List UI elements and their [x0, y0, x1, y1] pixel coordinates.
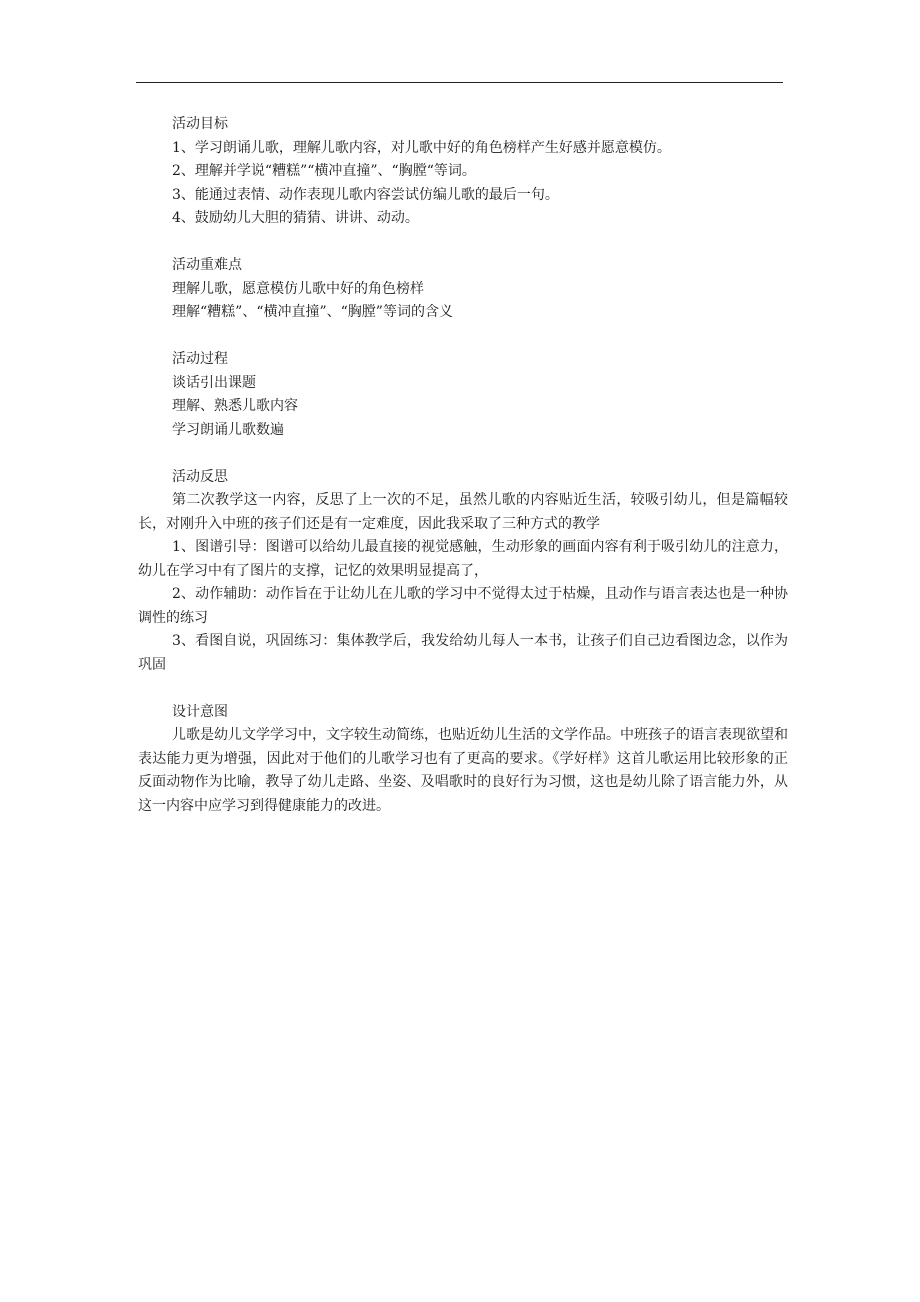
section-heading: 活动反思 — [172, 468, 228, 485]
document-body — [138, 113, 788, 842]
list-item: 谈话引出课题 — [172, 374, 256, 391]
section-heading: 活动目标 — [172, 116, 228, 132]
paragraph: 儿歌是幼儿文学学习中，文字较生动简练，也贴近幼儿生活的文学作品。中班孩子的语言表现欲望和表达能力更为增强，因此对于他们的儿歌学习也有了更高的要求。《学好样》这首儿歌运用比较形象的正反面动物作为比喻，教导了幼儿走路、坐姿、及唱歌时的良好行为习惯，这也是幼儿除了语言能力外，从这一内容中应学习到得健康能力的改进。 — [138, 727, 788, 814]
paragraph: 2、动作辅助：动作旨在于让幼儿在儿歌的学习中不觉得太过于枯燥，且动作与语言表达也是一种协调性的练习 — [138, 586, 788, 626]
paragraph: 1、图谱引导：图谱可以给幼儿最直接的视觉感触，生动形象的画面内容有利于吸引幼儿的注意力，幼儿在学习中有了图片的支撑，记忆的效果明显提高了， — [138, 539, 788, 579]
section-key-points — [138, 254, 788, 325]
list-item: 学习朗诵儿歌数遍 — [172, 421, 284, 438]
list-item: 1、学习朗诵儿歌，理解儿歌内容，对儿歌中好的角色榜样产生好感并愿意模仿。 — [172, 139, 671, 156]
paragraph: 第二次教学这一内容，反思了上一次的不足，虽然儿歌的内容贴近生活，较吸引幼儿，但是篇幅较长，对刚升入中班的孩子们还是有一定难度，因此我采取了三种方式的教学 — [138, 492, 788, 532]
list-item: 理解、熟悉儿歌内容 — [172, 398, 298, 414]
list-item: 理解儿歌，愿意模仿儿歌中好的角色榜样 — [172, 280, 424, 297]
list-item: 理解“糟糕”、“横冲直撞”、“胸膛”等词的含义 — [172, 304, 453, 320]
list-item: 4、鼓励幼儿大胆的猜猜、讲讲、动动。 — [172, 210, 419, 226]
list-item: 2、理解并学说“糟糕”“横冲直撞”、“胸膛“等词。 — [172, 163, 476, 179]
section-heading: 设计意图 — [172, 703, 228, 720]
section-heading: 活动过程 — [172, 351, 228, 367]
section-activity-process — [138, 348, 788, 442]
paragraph: 3、看图自说，巩固练习：集体教学后，我发给幼儿每人一本书，让孩子们自己边看图边念，以作为巩固 — [138, 633, 788, 673]
header-rule — [136, 82, 783, 83]
section-heading: 活动重难点 — [172, 257, 242, 273]
list-item: 3、能通过表情、动作表现儿歌内容尝试仿编儿歌的最后一句。 — [172, 186, 559, 203]
section-reflection — [138, 466, 788, 678]
section-design-intent — [138, 701, 788, 819]
section-activity-goals — [138, 113, 788, 231]
